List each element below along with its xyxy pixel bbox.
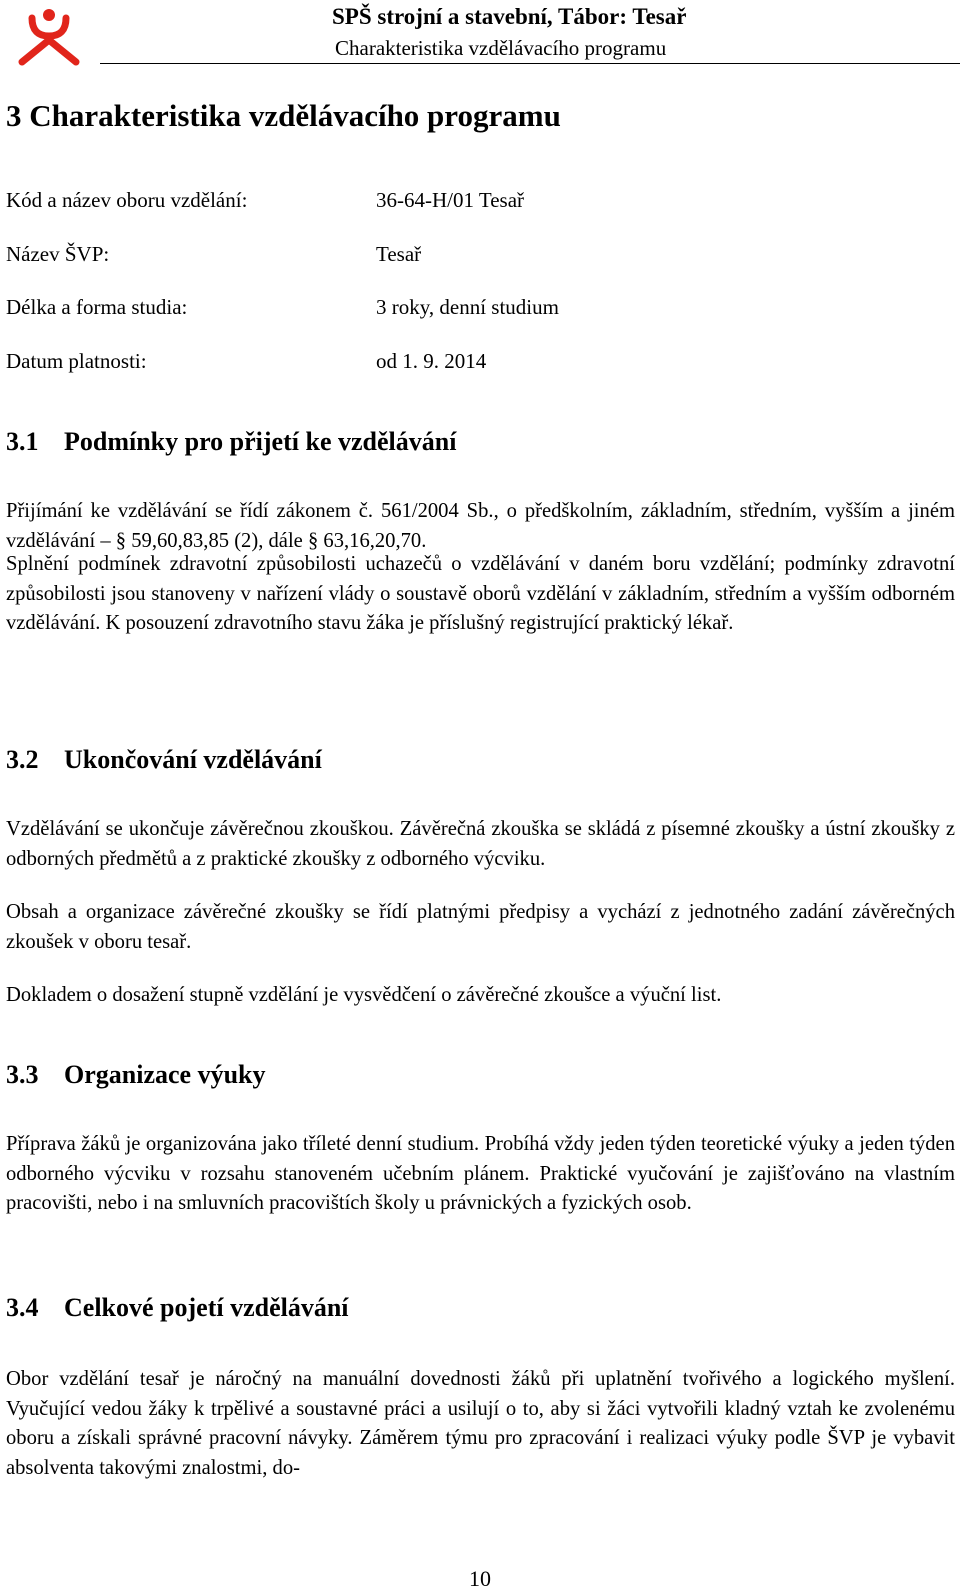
section-heading-3-4 <box>6 1293 349 1323</box>
header-divider <box>100 63 960 64</box>
paragraph-health-requirements: Splnění podmínek zdravotní způsobilosti uchazečů o vzdělávání v daném boru vzdělání; podmínky zdravotní způsobilosti jsou stanoveny v nařízení vlády o soustavě oborů vzdělání v základním, středním a vyšším odborném vzdělávání. K posouzení zdravotního stavu žáka je příslušný registrující praktický lékař. <box>6 553 955 635</box>
section-number: 3.2 <box>6 745 39 774</box>
paragraph-certificate: Dokladem o dosažení stupně vzdělání je vysvědčení o závěrečné zkoušce a výuční list. <box>6 984 722 1006</box>
section-title: Podmínky pro přijetí ke vzdělávání <box>64 427 457 456</box>
paragraph-final-exam: Vzdělávání se ukončuje závěrečnou zkouškou. Závěrečná zkouška se skládá z písemné zkoušky a ústní zkoušky z odborných předmětů a z praktické zkoušky z odborného výcviku. <box>6 818 955 870</box>
section-title: Organizace výuky <box>64 1060 266 1089</box>
info-value-svp: Tesař <box>376 242 422 266</box>
section-number: 3.4 <box>6 1293 39 1322</box>
info-value-validity: od 1. 9. 2014 <box>376 349 487 373</box>
section-heading-3-2 <box>6 745 322 775</box>
info-value-duration: 3 roky, denní studium <box>376 295 559 319</box>
section-heading-3-1 <box>6 427 456 457</box>
info-value-code: 36-64-H/01 Tesař <box>376 188 525 212</box>
section-title: Celkové pojetí vzdělávání <box>64 1293 349 1322</box>
section-number: 3.1 <box>6 427 39 456</box>
paragraph-overall-concept: Obor vzdělání tesař je náročný na manuální dovednosti žáků při uplatnění tvořivého a logického myšlení. Vyučující vedou žáky k trpělivé a soustavné práci a usilují o to, aby si žáci vytvořili kladný vztah ke zvolenému oboru a získali správné pracovní návyky. Záměrem týmu pro zpracování i realizaci výuky podle ŠVP je vybavit absolventa takovými znalostmi, do- <box>6 1368 955 1480</box>
info-label-duration: Délka a forma studia: <box>6 295 188 319</box>
section-number: 3.3 <box>6 1060 39 1089</box>
paragraph-admission-law: Přijímání ke vzdělávání se řídí zákonem č. 561/2004 Sb., o předškolním, základním, středním, vyšším a jiném vzdělávání – § 59,60,83,85 (2), dále § 63,16,20,70. <box>6 500 955 552</box>
page-title: 3 Charakteristika vzdělávacího programu <box>6 98 561 133</box>
school-logo <box>18 6 80 66</box>
section-title: Ukončování vzdělávání <box>64 745 322 774</box>
info-label-validity: Datum platnosti: <box>6 349 147 373</box>
header-school-name: SPŠ strojní a stavební, Tábor: Tesař <box>332 4 687 29</box>
info-label-svp: Název ŠVP: <box>6 242 110 266</box>
info-label-code: Kód a název oboru vzdělání: <box>6 188 248 212</box>
header-subtitle: Charakteristika vzdělávacího programu <box>335 36 667 60</box>
paragraph-teaching-organization: Příprava žáků je organizována jako tříleté denní studium. Probíhá vždy jeden týden teoretické výuky a jeden týden odborného výcviku v rozsahu stanoveném učebním plánem. Praktické vyučování je zajišťováno na vlastním pracovišti, nebo i na smluvních pracovištích školy u právnických a fyzických osob. <box>6 1133 955 1215</box>
section-heading-3-3 <box>6 1060 266 1090</box>
page-number: 10 <box>469 1566 491 1591</box>
paragraph-exam-content: Obsah a organizace závěrečné zkoušky se řídí platnými předpisy a vychází z jednotného zadání závěrečných zkoušek v oboru tesař. <box>6 901 955 953</box>
